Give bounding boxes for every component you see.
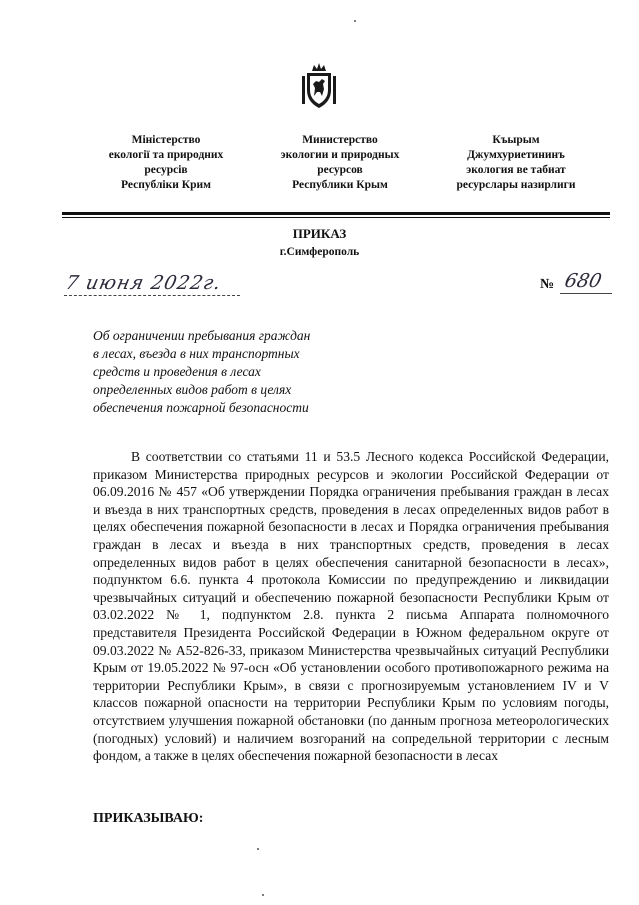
header-divider-thin [62,217,610,218]
ministry-name-russian: Министерство экологии и природных ресурсов Республики Крым [280,134,400,191]
scan-speck [262,894,264,896]
preamble-paragraph: В соответствии со статьями 11 и 53.5 Лесного кодекса Российской Федерации, приказом Министерства природных ресурсов и экологии Российской Федерации от 06.09.2016 № 457 «Об утверждении Порядка ограничения пребывания граждан в лесах и въезда в них транспортных средств, проведения в лесах определенных видов работ в целях обеспечения пожарной безопасности в лесах и Порядка ограничения пребывания граждан в лесах и въезда в них транспортных средств, проведения в лесах определенных видов работ в целях обеспечения санитарной безопасности в лесах», подпунктом 6.6. пункта 4 протокола Комиссии по предупреждению и ликвидации чрезвычайных ситуаций и обеспечению пожарной безопасности Республики Крым от 03.02.2022 № 1, подпунктом 2.8. пункта 2 письма Аппарата полномочного представителя Президента Российской Федерации в Южном федеральном округе от 09.03.2022 № А52-826-33, приказом Министерства чрезвычайных ситуаций Республики Крым от 19.05.2022 № 97-осн «Об установлении особого противопожарного режима на территории Республики Крым», в связи с прогнозируемым установлением IV и V классов пожарной опасности на территории Республики Крым по условиям погоды, отсутствием улучшения пожарной обстановки (по данным прогноза метеорологических (погодных) условий) и наличием возгораний на сопредельной территории с лесным фондом, а также в целях обеспечения пожарной безопасности в лесах [93,449,609,764]
handwritten-document-number: 680 [562,270,604,292]
document-subject: Об ограничении пребывания граждан в лесах, въезда в них транспортных средств и проведения в лесах определенных видов работ в целях обеспечения пожарной безопасности [93,328,311,415]
scan-speck [354,20,356,22]
number-underline [560,293,612,294]
order-heading: ПРИКАЗЫВАЮ: [93,811,204,826]
document-city: г.Симферополь [279,246,360,258]
ministry-name-ukrainian: Міністерство екології та природних ресурсів Республіки Крим [108,134,224,191]
handwritten-date: 7 июня 2022г. [63,272,224,294]
ministry-name-crimean-tatar: Къырым Джумхуриетининъ экология ве табиат ресурслары назирлиги [456,134,576,191]
crimea-coat-of-arms-icon [301,62,337,110]
header-divider-thick [62,212,610,215]
document-type: ПРИКАЗ [292,226,347,241]
scan-speck [257,848,259,850]
document-number-label: № [540,277,555,292]
